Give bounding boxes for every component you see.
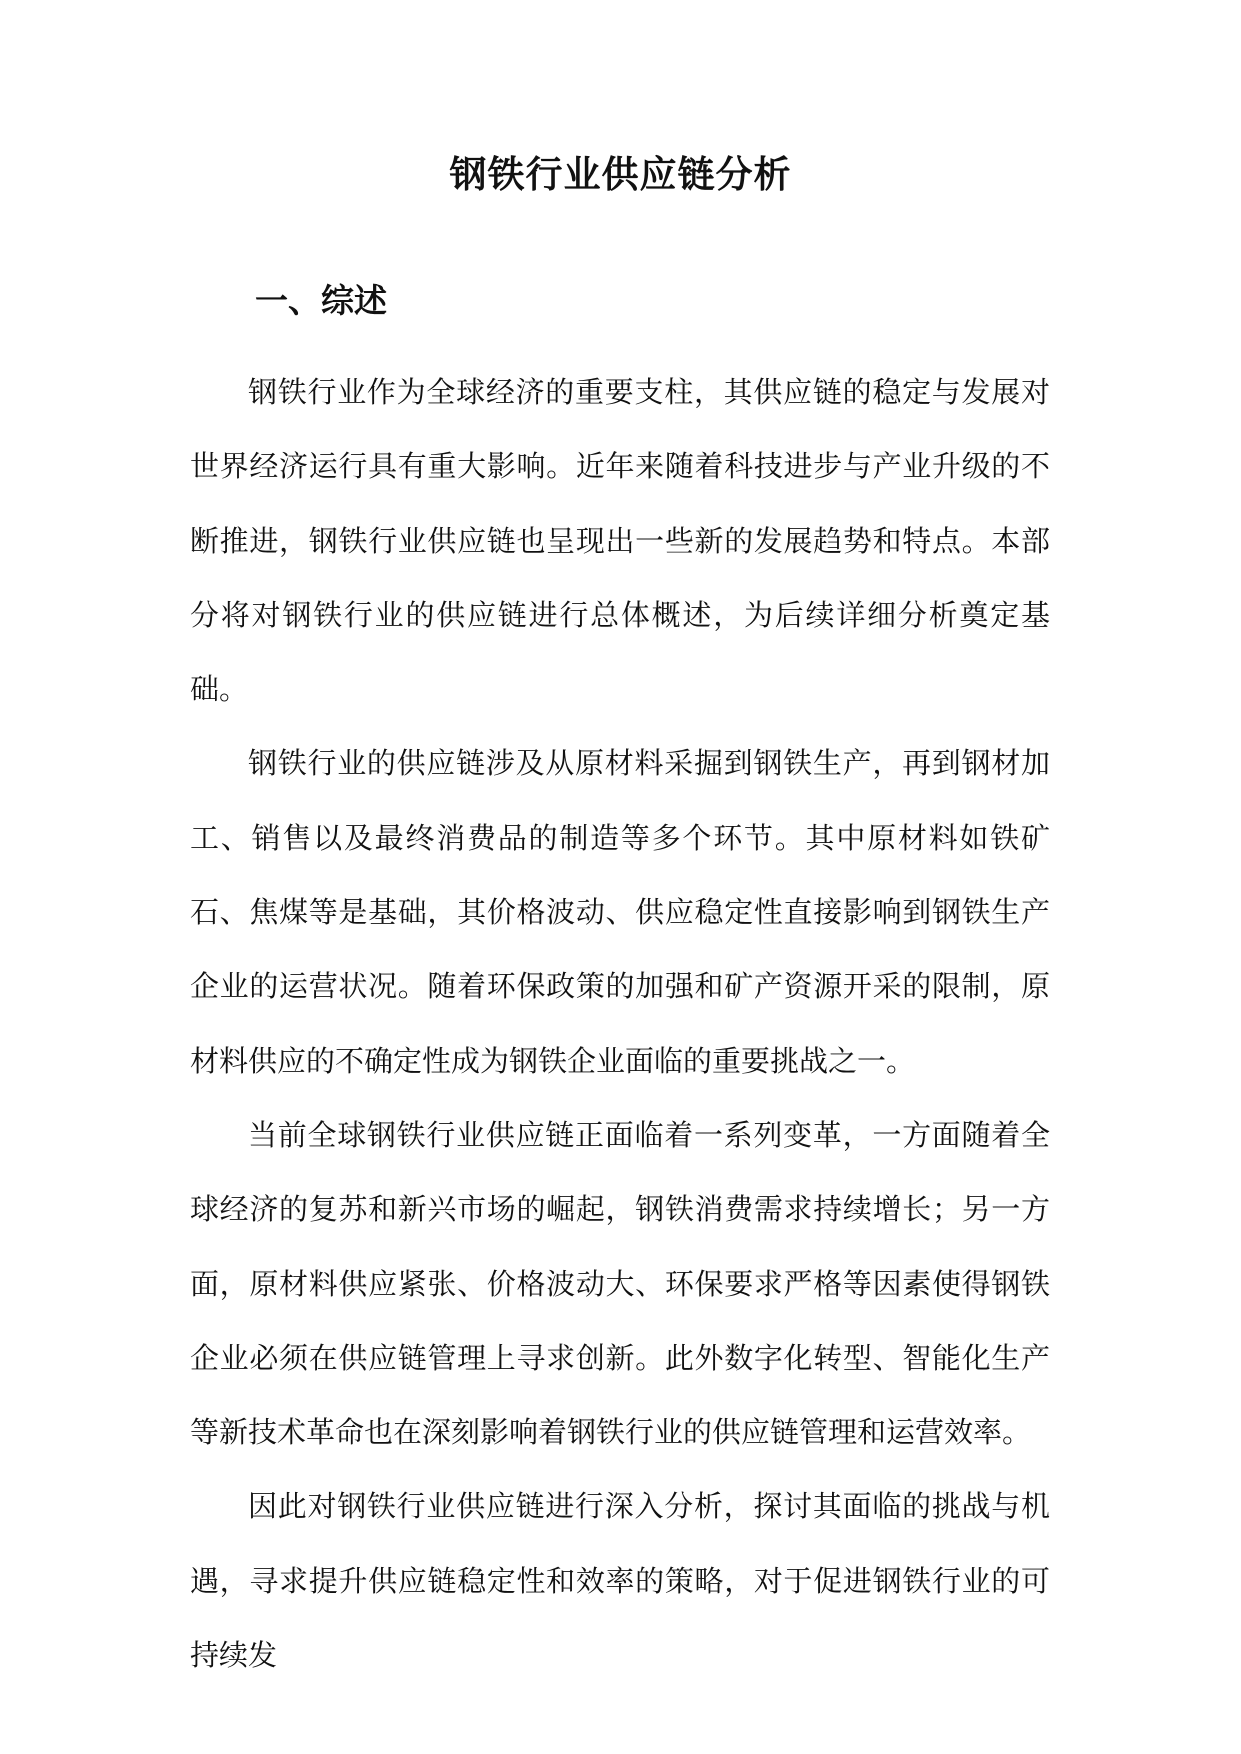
paragraph-4: 因此对钢铁行业供应链进行深入分析，探讨其面临的挑战与机遇，寻求提升供应链稳定性和效率的策略，对于促进钢铁行业的可持续发 xyxy=(190,1489,1050,1673)
paragraph-2: 钢铁行业的供应链涉及从原材料采掘到钢铁生产，再到钢材加工、销售以及最终消费品的制造等多个环节。其中原材料如铁矿石、焦煤等是基础，其价格波动、供应稳定性直接影响到钢铁生产企业的运营状况。随着环保政策的加强和矿产资源开采的限制，原材料供应的不确定性成为钢铁企业面临的重要挑战之一。 xyxy=(190,746,1050,1078)
document-title: 钢铁行业供应链分析 xyxy=(449,153,792,196)
body-text xyxy=(190,355,1050,1692)
paragraph-1: 钢铁行业作为全球经济的重要支柱，其供应链的稳定与发展对世界经济运行具有重大影响。近年来随着科技进步与产业升级的不断推进，钢铁行业供应链也呈现出一些新的发展趋势和特点。本部分将对钢铁行业的供应链进行总体概述，为后续详细分析奠定基础。 xyxy=(190,375,1050,707)
section-heading: 一、综述 xyxy=(255,281,387,320)
paragraph-3: 当前全球钢铁行业供应链正面临着一系列变革，一方面随着全球经济的复苏和新兴市场的崛起，钢铁消费需求持续增长；另一方面，原材料供应紧张、价格波动大、环保要求严格等因素使得钢铁企业必须在供应链管理上寻求创新。此外数字化转型、智能化生产等新技术革命也在深刻影响着钢铁行业的供应链管理和运营效率。 xyxy=(190,1117,1050,1450)
